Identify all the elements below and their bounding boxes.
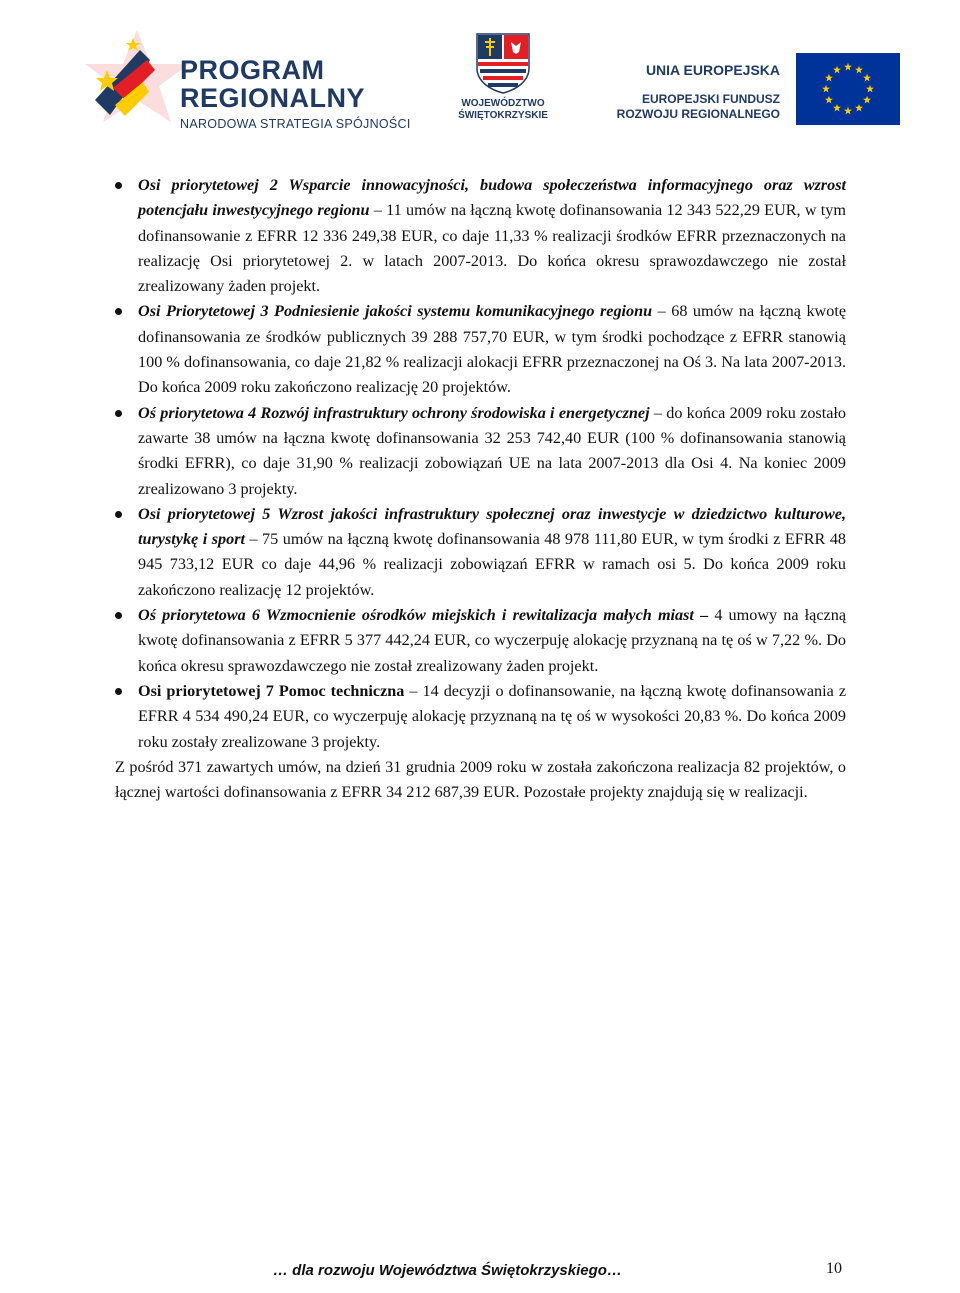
priority-axes-list xyxy=(115,173,846,755)
axis-title: Osi Priorytetowej 3 Podniesienie jakości systemu komunikacyjnego regionu xyxy=(138,302,653,321)
eu-logo-title: UNIA EUROPEJSKA xyxy=(645,62,780,78)
list-item-axis-5 xyxy=(115,502,846,603)
bullet-icon xyxy=(115,308,122,315)
program-logo-line2: REGIONALNY xyxy=(180,83,366,113)
eu-logo-text xyxy=(617,62,780,122)
main-content xyxy=(115,173,846,805)
coat-of-arms-icon xyxy=(473,32,533,94)
list-item-axis-4 xyxy=(115,401,846,502)
program-regionalny-logo xyxy=(85,30,415,135)
bullet-icon xyxy=(115,410,122,417)
axis-text: – 75 umów na łączną kwotę dofinansowania 48 978 111,80 EUR, w tym środki z EFRR 48 945 733,12 EUR co daje 44,96 % realizacji zobowiązań EFRR w ramach osi 5. Do końca 2009 roku zakończono realizację 12 projektów. xyxy=(138,530,847,599)
axis-title: Oś priorytetowa 4 Rozwój infrastruktury ochrony środowiska i energetycznej xyxy=(138,403,650,422)
axis-title: Oś priorytetowa 6 Wzmocnienie ośrodków miejskich i rewitalizacja małych miast – xyxy=(138,606,709,625)
list-item-axis-6 xyxy=(115,603,846,679)
page-number: 10 xyxy=(826,1260,842,1277)
eu-logo-line2: ROZWOJU REGIONALNEGO xyxy=(616,107,780,121)
summary-paragraph: Z pośród 371 zawartych umów, na dzień 31 grudnia 2009 roku w została zakończona realizacja 82 projektów, o łącznej wartości dofinansowania z EFRR 34 212 687,39 EUR. Pozostałe projekty znajdują się w realizacji. xyxy=(115,757,846,802)
list-item-axis-7 xyxy=(115,679,846,755)
footer-slogan: … dla rozwoju Województwa Świętokrzyskiego… xyxy=(273,1262,622,1279)
axis-text: – 68 umów na łączną kwotę dofinansowania ze środków publicznych 39 288 757,70 EUR, w tym środki pochodzące z EFRR stanowią 100 % dofinansowania, co daje 21,82 % realizacji alokacji EFRR przeznaczonej na Oś 3. Na lata 2007-2013. Do końca 2009 roku zakończono realizację 20 projektów. xyxy=(138,302,847,397)
axis-text: – 11 umów na łączną kwotę dofinansowania 12 343 522,29 EUR, w tym dofinansowanie z EFRR 12 336 249,38 EUR, co daje 11,33 % realizacji środków EFRR przeznaczonych na realizację Osi priorytetowej 2. w latach 2007-2013. Do końca okresu sprawozdawczego nie został zrealizowany żaden projekt. xyxy=(138,201,846,296)
list-item-axis-3 xyxy=(115,299,846,400)
eu-logo-line1: EUROPEJSKI FUNDUSZ xyxy=(641,92,780,106)
eu-flag-icon xyxy=(796,53,900,125)
program-logo-line1: PROGRAM xyxy=(180,55,325,85)
axis-text: – do końca 2009 roku zostało zawarte 38 umów na łączna kwotę dofinansowania 32 253 742,40 EUR (100 % dofinansowania stanowią środki EFRR), co daje 31,90 % realizacji zobowiązań UE na lata 2007-2013 dla Osi 4. Na koniec 2009 zrealizowano 3 projekty. xyxy=(138,403,846,498)
bullet-icon xyxy=(115,182,122,189)
bullet-icon xyxy=(115,511,122,518)
bullet-icon xyxy=(115,688,122,695)
axis-text: 4 umowy na łączną kwotę dofinansowania z EFRR 5 377 442,24 EUR, co wyczerpuję alokację przyznaną na tę oś w 7,22 %. Do końca okresu sprawozdawczego nie został zrealizowany żaden projekt. xyxy=(138,606,847,675)
program-logo-line3: NARODOWA STRATEGIA SPÓJNOŚCI xyxy=(180,117,411,131)
axis-title: Osi priorytetowej 2 Wsparcie innowacyjności, budowa społeczeństwa informacyjnego oraz wzrost potencjału inwestycyjnego regionu xyxy=(138,176,846,220)
region-logo-line2: ŚWIĘTOKRZYSKIE xyxy=(458,110,548,121)
axis-title: Osi priorytetowej 5 Wzrost jakości infrastruktury społecznej oraz inwestycje w dziedzictwo kulturowe, turystykę i sport xyxy=(138,504,846,549)
list-item-axis-2 xyxy=(115,173,846,299)
bullet-icon xyxy=(115,612,122,619)
page-header xyxy=(0,0,960,150)
axis-text: – 14 decyzji o dofinansowanie, na łączną kwotę dofinansowania z EFRR 4 534 490,24 EUR, co wyczerpuję alokację przyznaną na tę oś w wysokości 20,83 %. Do końca 2009 roku zostały zrealizowane 3 projekty. xyxy=(138,681,846,751)
axis-title: Osi priorytetowej 7 Pomoc techniczna xyxy=(138,681,405,700)
star-flag-icon xyxy=(85,30,195,135)
eu-efrr-logo xyxy=(616,48,900,128)
region-logo-text xyxy=(458,98,548,122)
program-logo-text xyxy=(180,56,411,132)
region-logo-line1: WOJEWÓDZTWO xyxy=(461,98,545,109)
swietokrzyskie-logo xyxy=(458,32,548,132)
